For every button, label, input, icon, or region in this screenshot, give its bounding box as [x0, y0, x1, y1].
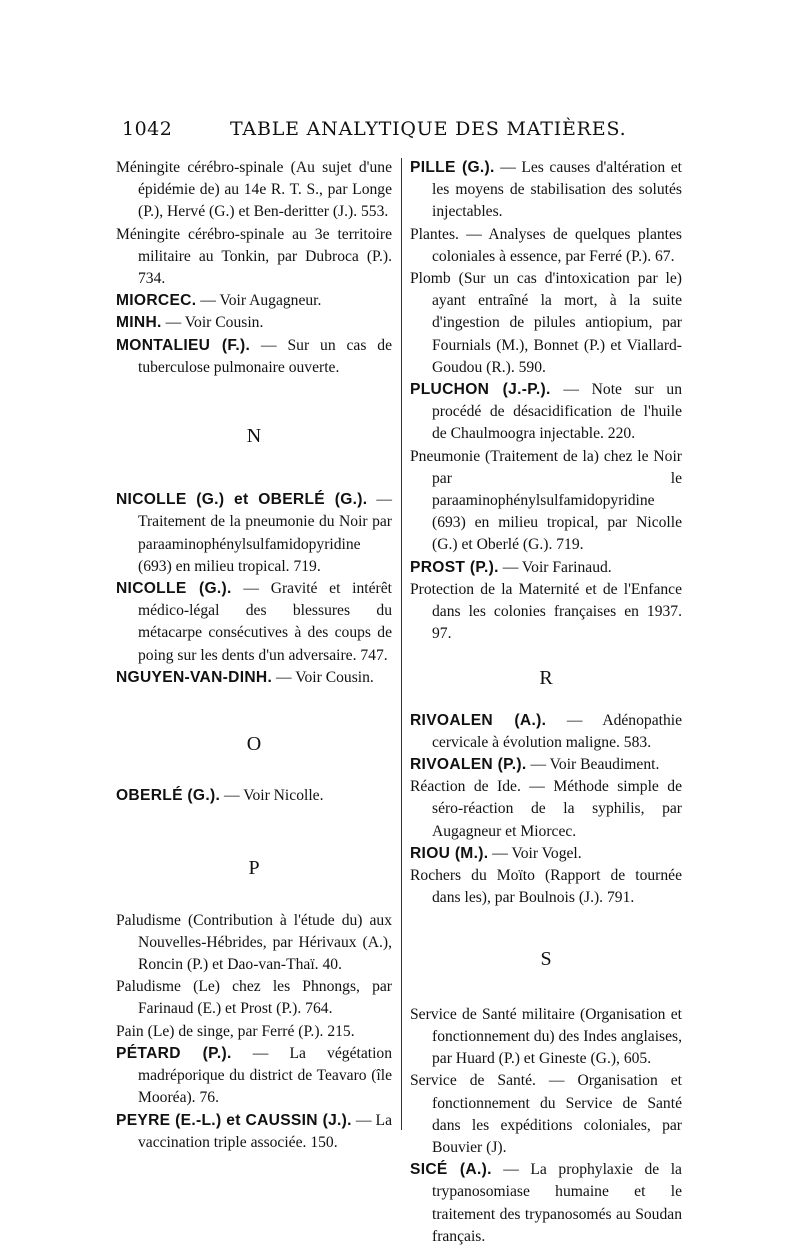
index-entry: [116, 1043, 392, 1110]
entry-text: — Voir Augagneur.: [196, 292, 322, 310]
entry-text: — Voir Farinaud.: [498, 558, 612, 576]
index-entry: [410, 157, 682, 224]
index-entry: [116, 785, 392, 807]
index-entry: [410, 1159, 682, 1248]
index-entry: [410, 379, 682, 446]
index-entry: [116, 335, 392, 379]
index-entry: Pain (Le) de singe, par Ferré (P.). 215.: [116, 1022, 355, 1040]
index-entry: [116, 667, 392, 689]
entry-name: NICOLLE (G.) et OBERLÉ (G.).: [116, 491, 368, 509]
index-entry: Paludisme (Contribution à l'étude du) aux Nouvelles-Hébrides, par Hérivaux (A.), Roncin (P.) et Dao-van-Thaï. 40.: [116, 911, 392, 974]
column-divider: [401, 158, 402, 1130]
entry-text: — Les causes d'altération et les moyens de stabilisation des solutés injectables.: [432, 159, 682, 221]
index-entry: [116, 489, 392, 578]
index-entry: Méningite cérébro-spinale au 3e territoire militaire au Tonkin, par Dubroca (P.). 734.: [116, 225, 392, 288]
section-letter-p: P: [248, 857, 260, 880]
entry-name: PEYRE (E.-L.) et CAUSSIN (J.).: [116, 1111, 352, 1129]
entry-name: PLUCHON (J.-P.).: [410, 381, 551, 399]
index-entry: Service de Santé. — Organisation et fonctionnement du Service de Santé dans les expéditions coloniales, par Bouvier (J).: [410, 1072, 682, 1156]
entry-text: — La prophylaxie de la trypanosomiase humaine et le traitement des trypanosomés au Soudan français.: [432, 1161, 682, 1245]
entry-name: NGUYEN-VAN-DINH.: [116, 668, 273, 686]
entry-text: — La vaccination triple associée. 150.: [138, 1111, 392, 1151]
index-entry: Pneumonie (Traitement de la) chez le Noir par le paraaminophénylsulfamidopyridine (693) en milieu tropical, par Nicolle (G.) et Oberlé (G.). 719.: [410, 447, 682, 554]
index-entry: [410, 754, 682, 776]
index-entry: Plomb (Sur un cas d'intoxication par le) ayant entraîné la mort, à la suite d'ingestion de pilules antiopium, par Fournials (M.), Bonnet (P.) et Viallard-Goudou (R.). 590.: [410, 270, 682, 376]
index-entry: Rochers du Moïto (Rapport de tournée dans les), par Boulnois (J.). 791.: [410, 867, 682, 907]
entry-text: — Traitement de la pneumonie du Noir par paraaminophénylsulfamidopyridine (693) en milieu tropical. 719.: [138, 491, 392, 575]
index-entry: [116, 1110, 392, 1154]
entry-name: MONTALIEU (F.).: [116, 336, 251, 354]
entry-name: PÉTARD (P.).: [116, 1044, 232, 1062]
index-entry: Protection de la Maternité et de l'Enfance dans les colonies françaises en 1937. 97.: [410, 580, 682, 643]
entry-text: — Sur un cas de tuberculose pulmonaire ouverte.: [138, 336, 392, 376]
section-letter-r: R: [539, 667, 553, 690]
index-entry: Plantes. — Analyses de quelques plantes coloniales à essence, par Ferré (P.). 67.: [410, 225, 682, 265]
section-letter-s: S: [540, 947, 552, 970]
entry-name: OBERLÉ (G.).: [116, 787, 221, 805]
entry-name: MINH.: [116, 314, 162, 332]
index-entry: [410, 710, 682, 754]
entry-name: RIVOALEN (P.).: [410, 756, 527, 774]
entry-text: — Adénopathie cervicale à évolution maligne. 583.: [432, 711, 682, 751]
section-letter-n: N: [246, 425, 262, 448]
index-entry: Paludisme (Le) chez les Phnongs, par Farinaud (E.) et Prost (P.). 764.: [116, 978, 392, 1018]
left-column: [116, 157, 392, 1154]
running-title: TABLE ANALYTIQUE DES MATIÈRES.: [230, 118, 627, 140]
entry-text: — Voir Cousin.: [272, 668, 374, 686]
page-number: 1042: [122, 118, 173, 140]
entry-name: NICOLLE (G.).: [116, 580, 232, 598]
entry-text: — Voir Nicolle.: [220, 787, 324, 805]
entry-name: SICÉ (A.).: [410, 1161, 492, 1179]
entry-name: PILLE (G.).: [410, 159, 495, 176]
entry-text: — Voir Cousin.: [161, 314, 264, 332]
index-entry: Réaction de Ide. — Méthode simple de séro-réaction de la syphilis, par Augagneur et Miorcec.: [410, 778, 682, 840]
index-entry: [116, 312, 392, 334]
index-entry: [410, 557, 682, 579]
index-entry: [116, 578, 392, 667]
entry-text: — Voir Beaudiment.: [526, 756, 660, 774]
entry-name: MIORCEC.: [116, 292, 197, 310]
index-entry: [116, 290, 392, 312]
entry-name: PROST (P.).: [410, 558, 499, 576]
entry-name: RIOU (M.).: [410, 844, 489, 862]
entry-text: — Note sur un procédé de désacidification de l'huile de Chaulmoogra injectable. 220.: [432, 381, 682, 443]
right-column: [410, 157, 682, 1248]
entry-text: — Gravité et intérêt médico-légal des blessures du métacarpe consécutives à des coups de poing sur les dents d'un adversaire. 747.: [138, 580, 392, 664]
entry-text: — La végétation madréporique du district de Teavaro (île Mooréa). 76.: [138, 1044, 393, 1107]
page-header: [122, 118, 682, 148]
entry-text: — Voir Vogel.: [488, 844, 582, 862]
index-entry: [410, 843, 682, 865]
index-entry: Méningite cérébro-spinale (Au sujet d'une épidémie de) au 14e R. T. S., par Longe (P.), Hervé (G.) et Ben-deritter (J.). 553.: [116, 159, 392, 221]
index-entry: Service de Santé militaire (Organisation et fonctionnement du) des Indes anglaises, par Huard (P.) et Gineste (G.), 605.: [410, 1005, 682, 1068]
entry-name: RIVOALEN (A.).: [410, 711, 547, 729]
section-letter-o: O: [246, 733, 262, 756]
